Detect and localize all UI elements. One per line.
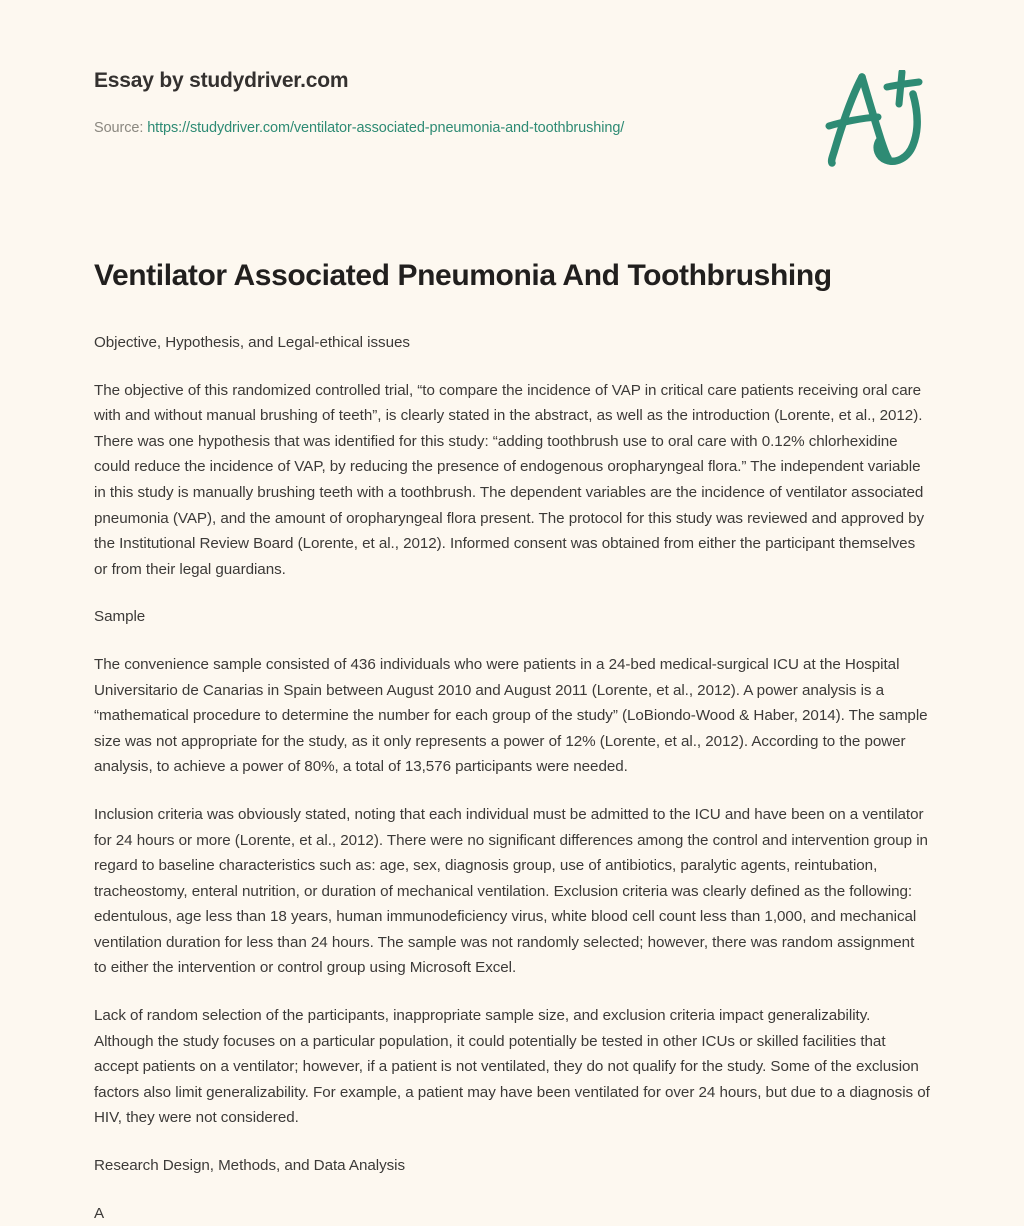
- source-line: [94, 119, 936, 138]
- section-heading: Sample: [94, 608, 146, 626]
- body-paragraph: The convenience sample consisted of 436 individuals who were patients in a 24-bed medical-surgical ICU at the Hospital Universitario de Canarias in Spain between August 2010 and August 2011 (Lorente, et al., 2012). A power analysis is a “mathematical procedure to determine the number for each group of the study” (LoBiondo-Wood & Haber, 2014). The sample size was not appropriate for the study, as it only represents a power of 12% (Lorente, et al., 2012). According to the power analysis, to achieve a power of 80%, a total of 13,576 participants were needed.: [94, 655, 928, 776]
- studydriver-a-plus-logo-icon: [820, 70, 940, 170]
- section-heading: Research Design, Methods, and Data Analysis: [94, 1157, 406, 1175]
- byline: Essay by studydriver.com: [94, 69, 349, 92]
- page-title: Ventilator Associated Pneumonia And Toothbrushing: [94, 259, 832, 292]
- body-paragraph: Inclusion criteria was obviously stated, noting that each individual must be admitted to the ICU and have been on a ventilator for 24 hours or more (Lorente, et al., 2012). There were no significant differences among the control and intervention group in regard to baseline characteristics such as: age, sex, diagnosis group, use of antibiotics, paralytic agents, reintubation, tracheostomy, enteral nutrition, or duration of mechanical ventilation. Exclusion criteria was clearly defined as the following: edentulous, age less than 18 years, human immunodeficiency virus, white blood cell count less than 1,000, and mechanical ventilation duration for less than 24 hours. The sample was not randomly selected; however, there was random assignment to either the intervention or control group using Microsoft Excel.: [94, 805, 928, 977]
- body-paragraph: The objective of this randomized controlled trial, “to compare the incidence of VAP in critical care patients receiving oral care with and without manual brushing of teeth”, is clearly stated in the abstract, as well as the introduction (Lorente, et al., 2012). There was one hypothesis that was identified for this study: “adding toothbrush use to oral care with 0.12% chlorhexidine could reduce the incidence of VAP, by reducing the presence of endogenous oropharyngeal flora.” The independent variable in this study is manually brushing teeth with a toothbrush. The dependent variables are the incidence of ventilator associated pneumonia (VAP), and the amount of oropharyngeal flora present. The protocol for this study was reviewed and approved by the Institutional Review Board (Lorente, et al., 2012). Informed consent was obtained from either the participant themselves or from their legal guardians.: [94, 381, 925, 578]
- article: [0, 258, 1024, 1226]
- article-body: [94, 330, 930, 1226]
- source-label: Source:: [94, 120, 144, 137]
- source-url-link[interactable]: https://studydriver.com/ventilator-associated-pneumonia-and-toothbrushing/: [147, 120, 625, 137]
- page-header: [0, 0, 1024, 185]
- body-paragraph: Lack of random selection of the participants, inappropriate sample size, and exclusion criteria impact generalizability. Although the study focuses on a particular population, it could potentially be tested in other ICUs or skilled facilities that accept patients on a ventilator; however, if a patient is not ventilated, they do not qualify for the study. Some of the exclusion factors also limit generalizability. For example, a patient may have been ventilated for over 24 hours, but due to a diagnosis of HIV, they were not considered.: [94, 1007, 930, 1127]
- section-heading: Objective, Hypothesis, and Legal-ethical issues: [94, 334, 410, 351]
- body-paragraph: A: [94, 1204, 105, 1222]
